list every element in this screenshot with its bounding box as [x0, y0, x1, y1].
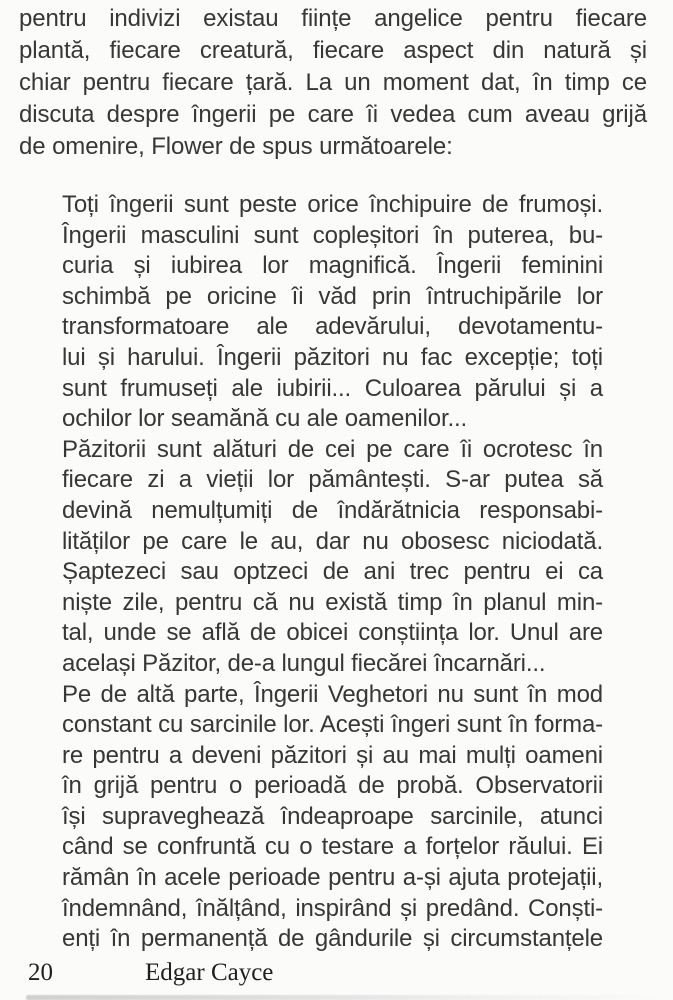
- text-line: discuta despre îngerii pe care îi vedea cum aveau grijă: [19, 101, 647, 128]
- text-line: ochilor lor seamănă cu ale oamenilor...: [62, 405, 468, 433]
- text-line: constant cu sarcinile lor. Acești îngeri sunt în forma-: [62, 711, 603, 739]
- quote-paragraph-1: [62, 190, 603, 435]
- text-line: schimbă pe oricine îi văd prin întruchipările lor: [62, 282, 603, 310]
- text-line: Păzitorii sunt alături de cei pe care îi ocrotesc în: [62, 435, 603, 463]
- text-line: chiar pentru fiecare țară. La un moment dat, în timp ce: [19, 69, 647, 96]
- text-line: devină nemulțumiți de îndărătnicia responsabi-: [62, 496, 603, 524]
- text-line: lui și harului. Îngerii păzitori nu fac excepție; toți: [62, 343, 603, 371]
- text-line: transformatoare ale adevărului, devotamentu-: [62, 313, 603, 341]
- text-line: plantă, fiecare creatură, fiecare aspect din natură și: [19, 37, 647, 64]
- text-line: enți în permanență de gândurile și circumstanțele: [62, 925, 603, 953]
- text-line: re pentru a deveni păzitori și au mai mulți oameni: [62, 741, 603, 769]
- text-line: în grijă pentru o perioadă de probă. Observatorii: [62, 772, 603, 800]
- page-number: 20: [28, 959, 53, 986]
- text-line: Îngerii masculini sunt copleșitori în puterea, bu-: [62, 221, 603, 249]
- text-line: Toți îngerii sunt peste orice închipuire de frumoși.: [62, 191, 603, 218]
- text-line: când se confruntă cu o testare a forțelor răului. Ei: [62, 833, 603, 861]
- text-line: fiecare zi a vieții lor pământești. S-ar putea să: [62, 466, 603, 494]
- text-line: sunt frumuseți ale iubirii... Culoarea părului și a: [62, 374, 603, 402]
- running-title: Edgar Cayce: [145, 959, 274, 986]
- page-footer: [0, 959, 673, 993]
- text-line: lităților pe care le au, dar nu obosesc niciodată.: [62, 527, 603, 555]
- intro-paragraph: [19, 3, 647, 163]
- text-line: pentru indivizi existau ființe angelice pentru fiecare: [19, 5, 647, 32]
- text-line: rămân în acele perioade pentru a-și ajuta protejații,: [62, 864, 603, 892]
- quote-block: [62, 190, 603, 955]
- text-line: tal, unde se află de obicei conștiința lor. Unul are: [62, 619, 603, 647]
- scan-edge-shadow: [26, 995, 666, 1000]
- text-line: își supraveghează îndeaproape sarcinile, atunci: [62, 802, 603, 830]
- text-line: curia și iubirea lor magnifică. Îngerii feminini: [62, 252, 603, 280]
- text-line: de omenire, Flower de spus următoarele:: [19, 133, 453, 160]
- text-line: Pe de altă parte, Îngerii Veghetori nu sunt în mod: [62, 680, 603, 708]
- text-line: Șaptezeci sau optzeci de ani trec pentru ei ca: [62, 558, 603, 586]
- quote-paragraph-3: [62, 680, 603, 955]
- text-line: același Păzitor, de-a lungul fiecărei încarnări...: [62, 649, 546, 677]
- quote-paragraph-2: [62, 435, 603, 680]
- text-line: niște zile, pentru că nu există timp în planul min-: [62, 588, 603, 616]
- text-line: îndemnând, înălțând, inspirând și predând. Conști-: [62, 894, 603, 922]
